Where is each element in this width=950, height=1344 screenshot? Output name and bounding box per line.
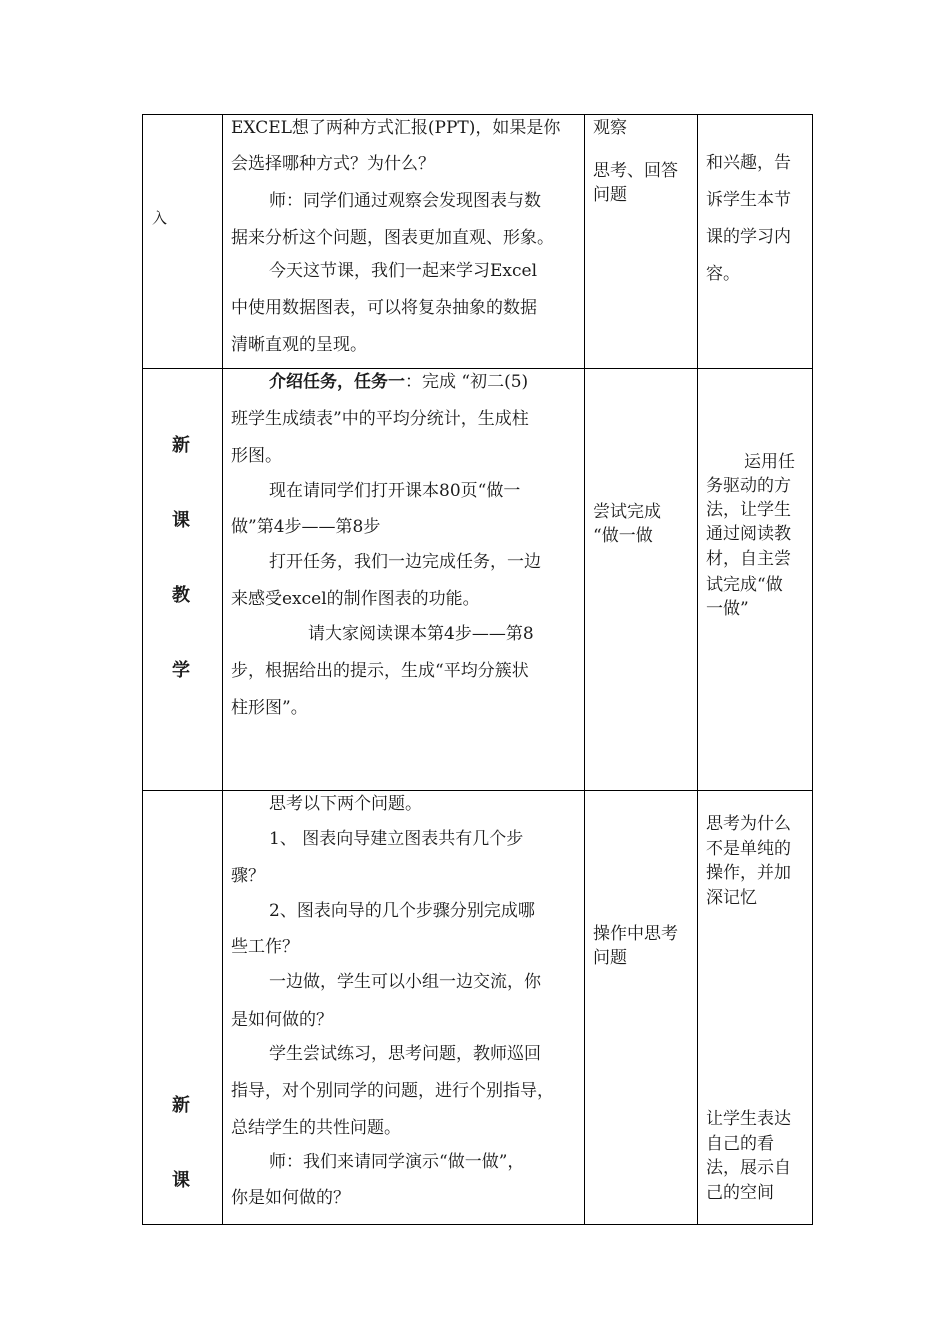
row1-content-line-1: EXCEL想了两种方式汇报(PPT)，如果是你 [231,118,561,138]
row3-purpose-b-line-3: 法，展示自 [706,1158,791,1178]
row-divider-1 [142,368,813,369]
row2-content-line-7: 来感受excel的制作图表的功能。 [231,589,480,609]
row1-student-line-3: 问题 [593,185,627,205]
row2-student-line-1: 尝试完成 [593,502,661,522]
row3-purpose-b-line-2: 自己的看 [706,1134,774,1154]
row1-content-line-5: 今天这节课，我们一起来学习Excel [269,261,538,281]
col-border-2 [584,114,585,1225]
table-top-border [142,114,813,115]
row3-student-line-2: 问题 [593,948,627,968]
row2-content-line-5: 做”第4步——第8步 [231,517,381,537]
row2-stage-char-2: 课 [172,510,190,531]
row2-purpose-line-5: 材，自主尝 [706,549,791,569]
row1-student-line-2: 思考、回答 [593,161,678,181]
row3-student-line-1: 操作中思考 [593,924,678,944]
row2-content-line-10: 柱形图”。 [231,698,308,718]
row3-content-line-3: 骤？ [231,866,265,886]
row2-content-line-1 [269,370,528,394]
row3-purpose-b-line-4: 己的空间 [706,1183,774,1203]
row3-content-line-2: 1、 图表向导建立图表共有几个步 [269,829,524,849]
row3-purpose-a-line-4: 深记忆 [706,888,757,908]
row3-content-line-1: 思考以下两个问题。 [269,794,422,814]
row3-purpose-a-line-3: 操作，并加 [706,863,791,883]
row1-stage-label: 入 [152,209,168,227]
row2-purpose-line-2: 务驱动的方 [706,476,791,496]
row2-content-line-4: 现在请同学们打开课本80页“做一 [269,481,521,501]
row3-stage-char-1: 新 [172,1095,190,1116]
row2-student-line-2: “做一做 [593,526,653,546]
row3-content-line-8: 学生尝试练习，思考问题，教师巡回 [269,1044,541,1064]
row2-purpose-line-3: 法，让学生 [706,500,791,520]
row1-purpose-line-1: 和兴趣，告 [706,153,791,173]
row1-content-line-4: 据来分析这个问题，图表更加直观、形象。 [231,228,554,248]
row1-student-line-1: 观察 [593,118,627,138]
row3-content-line-12: 你是如何做的？ [231,1188,350,1208]
row2-stage-char-3: 教 [172,585,190,606]
row3-content-line-5: 些工作？ [231,937,299,957]
row2-purpose-line-1: 运用任 [744,452,795,472]
row-divider-2 [142,790,813,791]
row3-purpose-a-line-1: 思考为什么 [706,814,791,834]
col-border-3 [697,114,698,1225]
col-border-left [142,114,143,1225]
row2-purpose-line-6: 试完成“做 [706,575,783,595]
row2-content-line-2: 班学生成绩表”中的平均分统计，生成柱 [231,409,529,429]
row3-purpose-a-line-2: 不是单纯的 [706,839,791,859]
task-heading: 介绍任务，任务一 [269,372,405,392]
row1-purpose-line-4: 容。 [706,264,740,284]
row2-purpose-line-7: 一做” [706,599,749,619]
table-bottom-border [142,1224,813,1225]
row3-content-line-4: 2、图表向导的几个步骤分别完成哪 [269,901,535,921]
row1-content-line-3: 师：同学们通过观察会发现图表与数 [269,191,541,211]
col-border-right [812,114,813,1225]
row2-stage-char-1: 新 [172,435,190,456]
row2-content-line-6: 打开任务，我们一边完成任务，一边 [269,552,541,572]
row3-content-line-11: 师：我们来请同学演示“做一做”， [269,1152,525,1172]
row1-content-line-2: 会选择哪种方式？为什么？ [231,154,435,174]
row3-stage-char-2: 课 [172,1170,190,1191]
row3-content-line-6: 一边做，学生可以小组一边交流，你 [269,972,541,992]
row3-content-line-9: 指导，对个别同学的问题，进行个别指导， [231,1081,554,1101]
row1-content-line-7: 清晰直观的呈现。 [231,335,367,355]
row1-purpose-line-2: 诉学生本节 [706,190,791,210]
row2-purpose-line-4: 通过阅读教 [706,524,791,544]
row2-content-line-3: 形图。 [231,446,282,466]
row2-content-line-9: 步，根据给出的提示，生成“平均分簇状 [231,661,529,681]
row3-content-line-10: 总结学生的共性问题。 [231,1118,401,1138]
row1-purpose-line-3: 课的学习内 [706,227,791,247]
row2-content-line-8: 请大家阅读课本第4步——第8 [308,624,534,644]
row3-purpose-b-line-1: 让学生表达 [706,1109,791,1129]
row3-content-line-7: 是如何做的？ [231,1010,333,1030]
row2-stage-char-4: 学 [172,660,190,681]
task-heading-rest: ：完成 “初二(5) [405,372,529,392]
col-border-1 [222,114,223,1225]
row1-content-line-6: 中使用数据图表，可以将复杂抽象的数据 [231,298,537,318]
